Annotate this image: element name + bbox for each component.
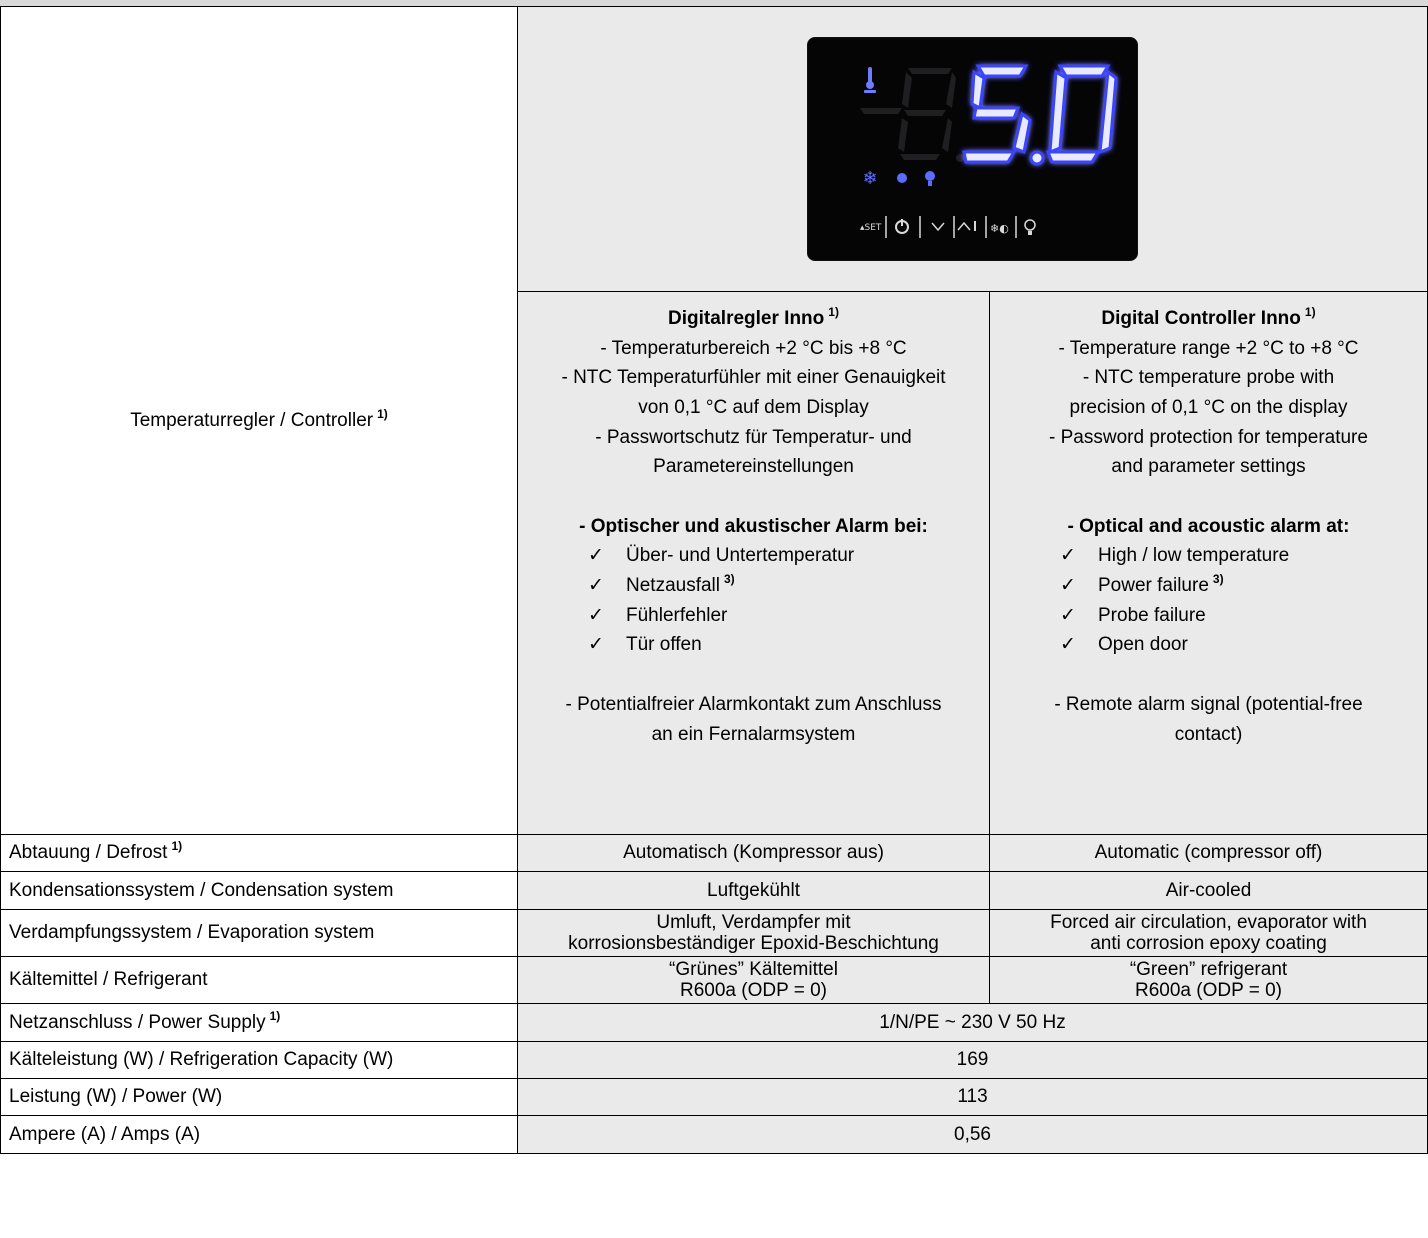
refrigerant-de-line-2: R600a (ODP = 0) xyxy=(680,980,827,1001)
controller-en-cell xyxy=(990,292,1428,835)
controller-display-panel xyxy=(808,38,1137,260)
lightbulb-icon xyxy=(925,171,935,181)
condensation-en: Air-cooled xyxy=(990,872,1428,910)
evaporation-de-line-1: Umluft, Verdampfer mit xyxy=(656,911,851,933)
controller-en-line-4: - Password protection for temperature xyxy=(1049,426,1368,448)
defrost-de: Automatisch (Kompressor aus) xyxy=(518,835,990,872)
check-icon: ✓ xyxy=(1060,603,1076,626)
controller-en-line-5: and parameter settings xyxy=(1111,456,1306,478)
defrost-en: Automatic (compressor off) xyxy=(990,835,1428,872)
controller-en-check-2: ✓ Power failure $^{3)}$ xyxy=(998,571,1419,601)
snowflake-icon: ❄ xyxy=(862,168,878,189)
power-supply-label: Netzanschluss / Power Supply xyxy=(9,1011,266,1033)
controller-en-line-2: - NTC temperature probe with xyxy=(1082,367,1335,389)
set-button-label: ▴SET xyxy=(860,223,882,233)
power-row xyxy=(1,1079,1428,1116)
capacity-label: Kälteleistung (W) / Refrigeration Capacity (W) xyxy=(1,1042,518,1079)
controller-en-contact-2: contact) xyxy=(1174,723,1243,745)
amps-label: Ampere (A) / Amps (A) xyxy=(1,1116,518,1154)
light-button-icon xyxy=(1025,220,1035,230)
power-supply-value: 1/N/PE ~ 230 V 50 Hz xyxy=(518,1004,1428,1042)
controller-display-row xyxy=(1,7,1428,292)
dim-digits xyxy=(860,68,964,162)
evaporation-en-line-1: Forced air circulation, evaporator with xyxy=(1050,911,1367,933)
controller-en-line-1: - Temperature range +2 °C to +8 °C xyxy=(1058,337,1359,359)
controller-en-line-3: precision of 0,1 °C on the display xyxy=(1069,396,1348,418)
condensation-row xyxy=(1,872,1428,910)
defrost-label-cell xyxy=(1,835,518,872)
spec-table xyxy=(0,6,1428,1154)
temperature-reading xyxy=(964,66,1116,164)
controller-de-title-sup: 1) xyxy=(828,305,839,319)
controller-label-sup: 1) xyxy=(377,406,388,421)
controller-en-title-sup: 1) xyxy=(1304,305,1316,319)
refrigerant-label: Kältemittel / Refrigerant xyxy=(1,957,518,1004)
power-label: Leistung (W) / Power (W) xyxy=(1,1079,518,1116)
evaporation-de-line-2: korrosionsbeständiger Epoxid-Beschichtung xyxy=(568,933,939,954)
controller-label-cell xyxy=(1,7,518,835)
controller-de-line-3: von 0,1 °C auf dem Display xyxy=(638,396,869,418)
down-arrow-icon xyxy=(932,223,944,230)
status-icons xyxy=(862,168,935,189)
controller-de-line-4: - Passwortschutz für Temperatur- und xyxy=(595,426,912,448)
refrigerant-en-line-1: “Green” refrigerant xyxy=(1129,958,1288,980)
condensation-de: Luftgekühlt xyxy=(518,872,990,910)
check-icon: ✓ xyxy=(1060,574,1076,596)
defrost-label-sup: 1) xyxy=(171,839,183,854)
amps-value: 0,56 xyxy=(518,1116,1428,1154)
refrigerant-en-line-2: R600a (ODP = 0) xyxy=(1135,980,1282,1001)
up-arrow-icon xyxy=(958,223,970,230)
defrost-label: Abtauung / Defrost xyxy=(9,842,168,864)
power-supply-label-cell xyxy=(1,1004,518,1042)
check-icon: ✓ xyxy=(588,603,604,626)
controller-label: Temperaturregler / Controller xyxy=(130,409,374,431)
controller-de-line-1: - Temperaturbereich +2 °C bis +8 °C xyxy=(600,337,907,359)
controller-en-check-3: ✓ Probe failure xyxy=(998,601,1419,631)
controller-de-cell xyxy=(518,292,990,835)
defrost-row xyxy=(1,835,1428,872)
evaporation-en-line-2: anti corrosion epoxy coating xyxy=(1090,933,1327,954)
amps-row xyxy=(1,1116,1428,1154)
controller-en-alarm-title: - Optical and acoustic alarm at: xyxy=(1067,515,1350,537)
capacity-row xyxy=(1,1042,1428,1079)
controller-de-check-4: ✓ Tür offen xyxy=(526,630,981,660)
controller-de-contact-2: an ein Fernalarmsystem xyxy=(651,723,856,745)
controller-de-check-2: ✓ Netzausfall $^{3)}$ xyxy=(526,571,981,601)
controller-en-contact-1: - Remote alarm signal (potential-free xyxy=(1054,693,1363,715)
button-row xyxy=(860,216,1035,238)
check-icon: ✓ xyxy=(588,633,604,656)
refrigerant-de-cell xyxy=(518,957,990,1004)
controller-de-line-2: - NTC Temperaturfühler mit einer Genauigkeit xyxy=(561,367,946,389)
evaporation-en-cell xyxy=(990,910,1428,957)
controller-display-cell xyxy=(518,7,1428,292)
refrigerant-de-line-1: “Grünes” Kältemittel xyxy=(669,958,838,980)
evaporation-label: Verdampfungssystem / Evaporation system xyxy=(1,910,518,957)
controller-en-check-1: ✓ High / low temperature xyxy=(998,541,1419,571)
controller-de-alarm-title: - Optischer und akustischer Alarm bei: xyxy=(579,515,928,537)
capacity-value: 169 xyxy=(518,1042,1428,1079)
refrigerant-row xyxy=(1,957,1428,1004)
power-supply-label-sup: 1) xyxy=(269,1008,281,1023)
controller-de-check-1: ✓ Über- und Untertemperatur xyxy=(526,541,981,571)
evaporation-row xyxy=(1,910,1428,957)
check-icon: ✓ xyxy=(588,574,604,596)
controller-de-contact-1: - Potentialfreier Alarmkontakt zum Anschluss xyxy=(565,693,942,715)
check-icon: ✓ xyxy=(1060,544,1076,567)
controller-de-line-5: Parametereinstellungen xyxy=(653,456,854,478)
condensation-label: Kondensationssystem / Condensation system xyxy=(1,872,518,910)
defrost-button-icon: ❄◐ xyxy=(990,222,1009,235)
controller-en-title: Digital Controller Inno xyxy=(1101,308,1301,329)
controller-de-title: Digitalregler Inno xyxy=(668,308,825,329)
refrigerant-en-cell xyxy=(990,957,1428,1004)
thermometer-icon xyxy=(864,67,876,93)
defrost-icon xyxy=(897,173,907,183)
check-icon: ✓ xyxy=(588,544,604,567)
controller-de-check-3: ✓ Fühlerfehler xyxy=(526,601,981,631)
controller-display-graphic xyxy=(808,38,1137,260)
check-icon: ✓ xyxy=(1060,633,1076,656)
evaporation-de-cell xyxy=(518,910,990,957)
power-value: 113 xyxy=(518,1079,1428,1116)
power-supply-row xyxy=(1,1004,1428,1042)
controller-en-check-4: ✓ Open door xyxy=(998,630,1419,660)
